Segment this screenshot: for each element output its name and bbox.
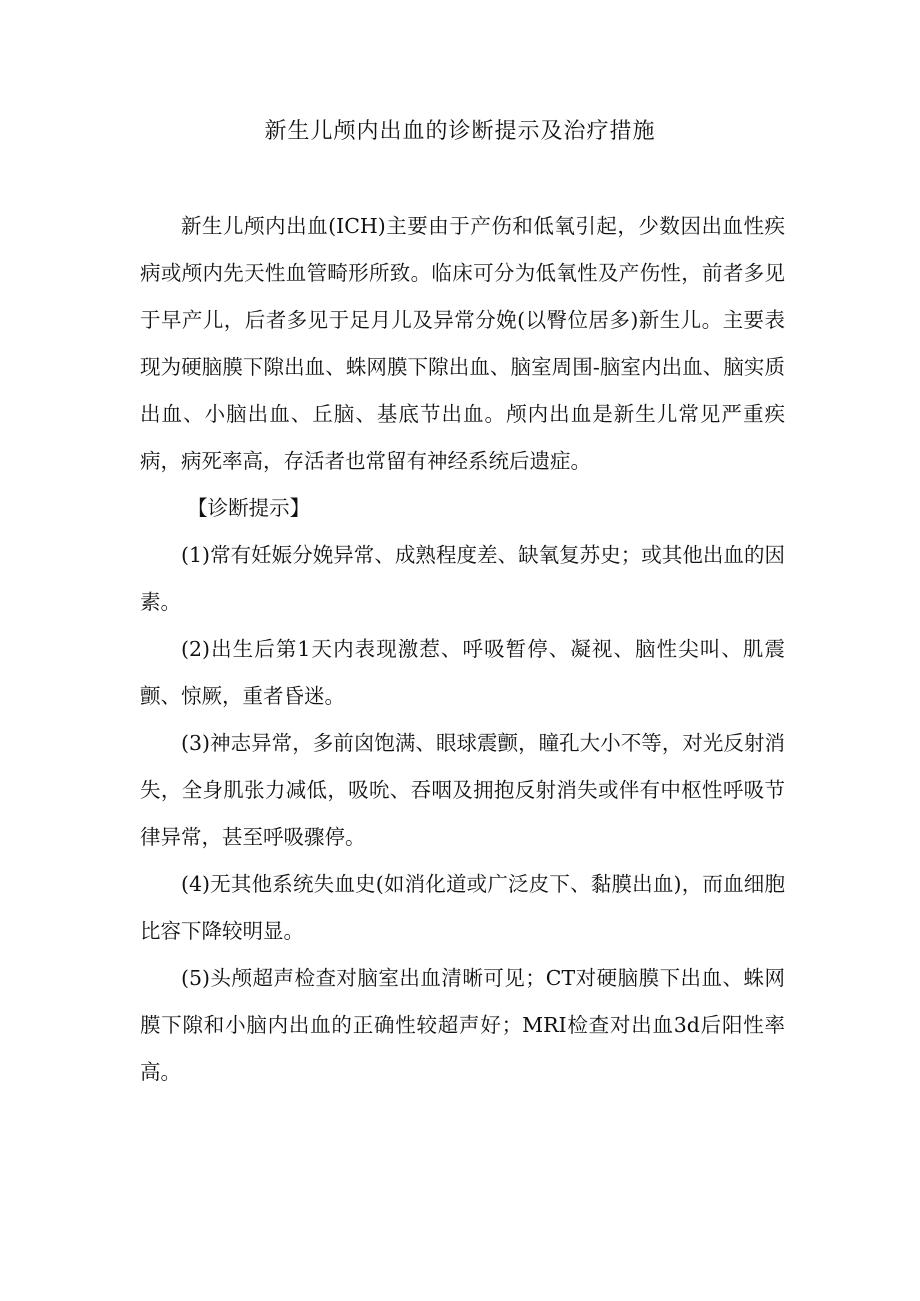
diagnosis-item-4: (4)无其他系统失血史(如消化道或广泛皮下、黏膜出血)，而血细胞比容下降较明显。: [140, 872, 785, 943]
diagnosis-item-3: (3)神志异常，多前囟饱满、眼球震颤，瞳孔大小不等，对光反射消失，全身肌张力减低，吸吮、吞咽及拥抱反射消失或伴有中枢性呼吸节律异常，甚至呼吸骤停。: [140, 731, 785, 849]
document-body: [140, 203, 785, 1096]
intro-paragraph: 新生儿颅内出血(ICH)主要由于产伤和低氧引起，少数因出血性疾病或颅内先天性血管畸形所致。临床可分为低氧性及产伤性，前者多见于早产儿，后者多见于足月儿及异常分娩(以臀位居多)新生儿。主要表现为硬脑膜下隙出血、蛛网膜下隙出血、脑室周围-脑室内出血、脑实质出血、小脑出血、丘脑、基底节出血。颅内出血是新生儿常见严重疾病，病死率高，存活者也常留有神经系统后遗症。: [140, 214, 785, 473]
diagnosis-item-5: (5)头颅超声检查对脑室出血清晰可见；CT对硬脑膜下出血、蛛网膜下隙和小脑内出血的正确性较超声好；MRI检查对出血3d后阳性率高。: [140, 966, 785, 1084]
diagnosis-item-1: (1)常有妊娠分娩异常、成熟程度差、缺氧复苏史；或其他出血的因素。: [140, 543, 785, 614]
section-heading-diagnosis: 【诊断提示】: [187, 496, 311, 520]
diagnosis-item-2: (2)出生后第1天内表现激惹、呼吸暂停、凝视、脑性尖叫、肌震颤、惊厥，重者昏迷。: [140, 637, 785, 708]
document-title: 新生儿颅内出血的诊断提示及治疗措施: [264, 119, 656, 144]
